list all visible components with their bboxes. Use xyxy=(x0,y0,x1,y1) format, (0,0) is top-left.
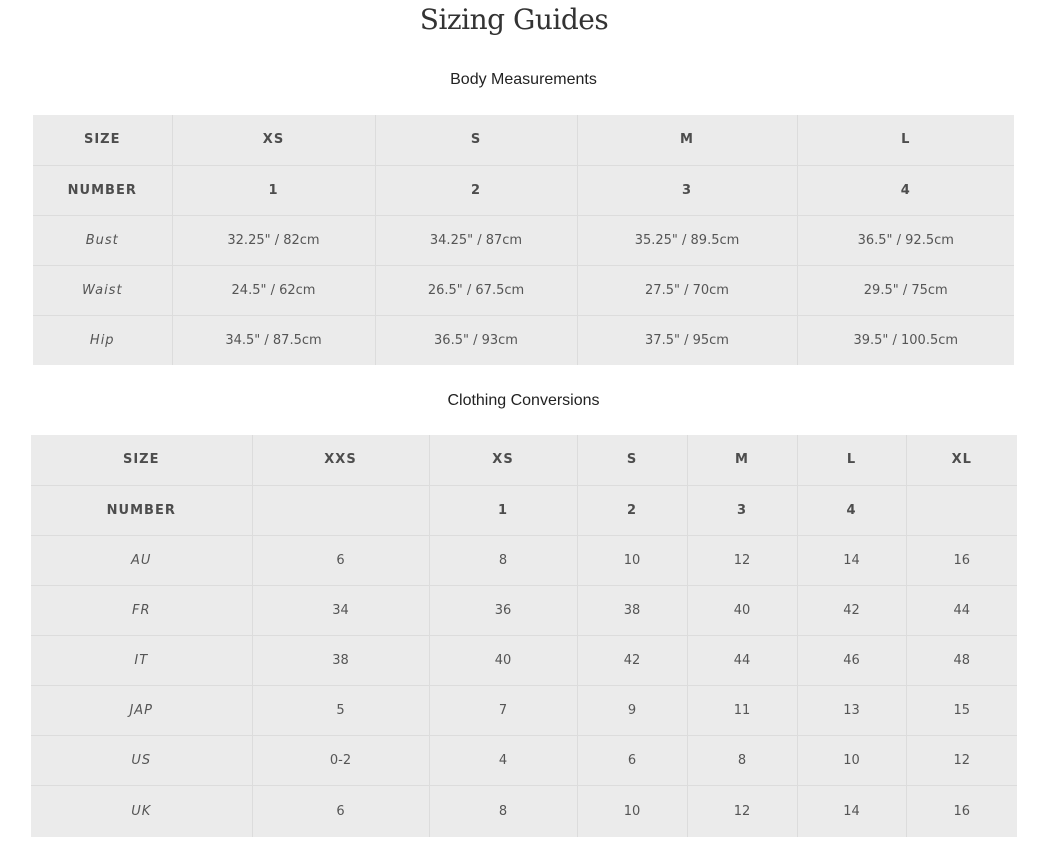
table-cell: 6 xyxy=(252,786,429,837)
table-cell: 9 xyxy=(577,686,687,736)
table-cell: 7 xyxy=(429,686,577,736)
table-row xyxy=(31,585,1017,635)
table-cell: 12 xyxy=(687,786,797,837)
number-cell xyxy=(252,485,429,535)
table-cell: 34 xyxy=(252,585,429,635)
size-cell: S xyxy=(375,115,577,165)
row-label: IT xyxy=(31,635,252,685)
table-cell: 27.5" / 70cm xyxy=(577,265,797,315)
table-cell: 32.25" / 82cm xyxy=(172,215,375,265)
clothing-conversions-title: Clothing Conversions xyxy=(447,392,600,409)
size-cell: XL xyxy=(906,435,1017,485)
table-cell: 10 xyxy=(797,736,906,786)
size-cell: M xyxy=(577,115,797,165)
table-cell: 36.5" / 92.5cm xyxy=(797,215,1014,265)
size-row xyxy=(33,115,1014,165)
table-cell: 42 xyxy=(577,635,687,685)
table-cell: 48 xyxy=(906,635,1017,685)
row-label: FR xyxy=(31,585,252,635)
table-cell: 24.5" / 62cm xyxy=(172,265,375,315)
row-label: Hip xyxy=(33,315,172,365)
table-cell: 8 xyxy=(429,786,577,837)
row-label: UK xyxy=(31,786,252,837)
table-cell: 34.25" / 87cm xyxy=(375,215,577,265)
table-cell: 13 xyxy=(797,686,906,736)
table-cell: 14 xyxy=(797,786,906,837)
table-cell: 42 xyxy=(797,585,906,635)
table-row xyxy=(31,535,1017,585)
row-label: Waist xyxy=(33,265,172,315)
size-cell: XS xyxy=(172,115,375,165)
number-cell: 4 xyxy=(797,485,906,535)
size-row xyxy=(31,435,1017,485)
row-label: JAP xyxy=(31,686,252,736)
table-cell: 44 xyxy=(687,635,797,685)
table-row xyxy=(33,265,1014,315)
table-cell: 6 xyxy=(577,736,687,786)
number-row xyxy=(33,165,1014,215)
table-cell: 40 xyxy=(687,585,797,635)
number-cell: 2 xyxy=(577,485,687,535)
table-cell: 10 xyxy=(577,786,687,837)
size-cell: L xyxy=(797,435,906,485)
table-cell: 38 xyxy=(252,635,429,685)
table-row xyxy=(31,786,1017,837)
clothing-conversions-table xyxy=(31,435,1017,837)
table-cell: 16 xyxy=(906,535,1017,585)
row-label: US xyxy=(31,736,252,786)
table-cell: 12 xyxy=(906,736,1017,786)
size-cell: L xyxy=(797,115,1014,165)
table-cell: 16 xyxy=(953,804,971,820)
table-cell: 8 xyxy=(429,535,577,585)
table-cell: 11 xyxy=(687,686,797,736)
number-cell: 1 xyxy=(429,485,577,535)
page-title: Sizing Guides xyxy=(419,3,609,36)
table-cell: 10 xyxy=(577,535,687,585)
row-header-label: SIZE xyxy=(31,435,252,485)
table-cell: 46 xyxy=(797,635,906,685)
table-cell: 12 xyxy=(687,535,797,585)
table-cell: 35.25" / 89.5cm xyxy=(577,215,797,265)
table-cell: 14 xyxy=(797,535,906,585)
body-measurements-title: Body Measurements xyxy=(450,71,597,88)
table-cell: 29.5" / 75cm xyxy=(797,265,1014,315)
number-cell: 1 xyxy=(172,165,375,215)
row-header-label: NUMBER xyxy=(33,165,172,215)
row-header-label: SIZE xyxy=(33,115,172,165)
table-row xyxy=(31,686,1017,736)
number-cell: 4 xyxy=(797,165,1014,215)
table-row xyxy=(33,315,1014,365)
table-cell: 0-2 xyxy=(252,736,429,786)
number-cell: 3 xyxy=(577,165,797,215)
size-cell: XS xyxy=(429,435,577,485)
table-cell: 5 xyxy=(252,686,429,736)
table-cell: 8 xyxy=(687,736,797,786)
table-cell: 34.5" / 87.5cm xyxy=(172,315,375,365)
table-cell: 36 xyxy=(429,585,577,635)
table-cell: 6 xyxy=(252,535,429,585)
table-row xyxy=(33,215,1014,265)
row-header-label: NUMBER xyxy=(31,485,252,535)
table-cell: 39.5" / 100.5cm xyxy=(853,332,959,348)
number-cell: 3 xyxy=(687,485,797,535)
row-label: Bust xyxy=(33,215,172,265)
table-cell: 44 xyxy=(906,585,1017,635)
size-cell: M xyxy=(687,435,797,485)
table-row xyxy=(31,635,1017,685)
table-cell: 36.5" / 93cm xyxy=(375,315,577,365)
table-cell: 40 xyxy=(429,635,577,685)
number-row xyxy=(31,485,1017,535)
number-cell xyxy=(906,485,1017,535)
size-cell: S xyxy=(577,435,687,485)
table-cell: 26.5" / 67.5cm xyxy=(375,265,577,315)
table-row xyxy=(31,736,1017,786)
number-cell: 2 xyxy=(375,165,577,215)
table-cell: 37.5" / 95cm xyxy=(577,315,797,365)
table-cell: 4 xyxy=(429,736,577,786)
table-cell: 38 xyxy=(577,585,687,635)
size-cell: XXS xyxy=(252,435,429,485)
row-label: AU xyxy=(31,535,252,585)
body-measurements-table xyxy=(33,115,1014,365)
table-cell: 15 xyxy=(906,686,1017,736)
